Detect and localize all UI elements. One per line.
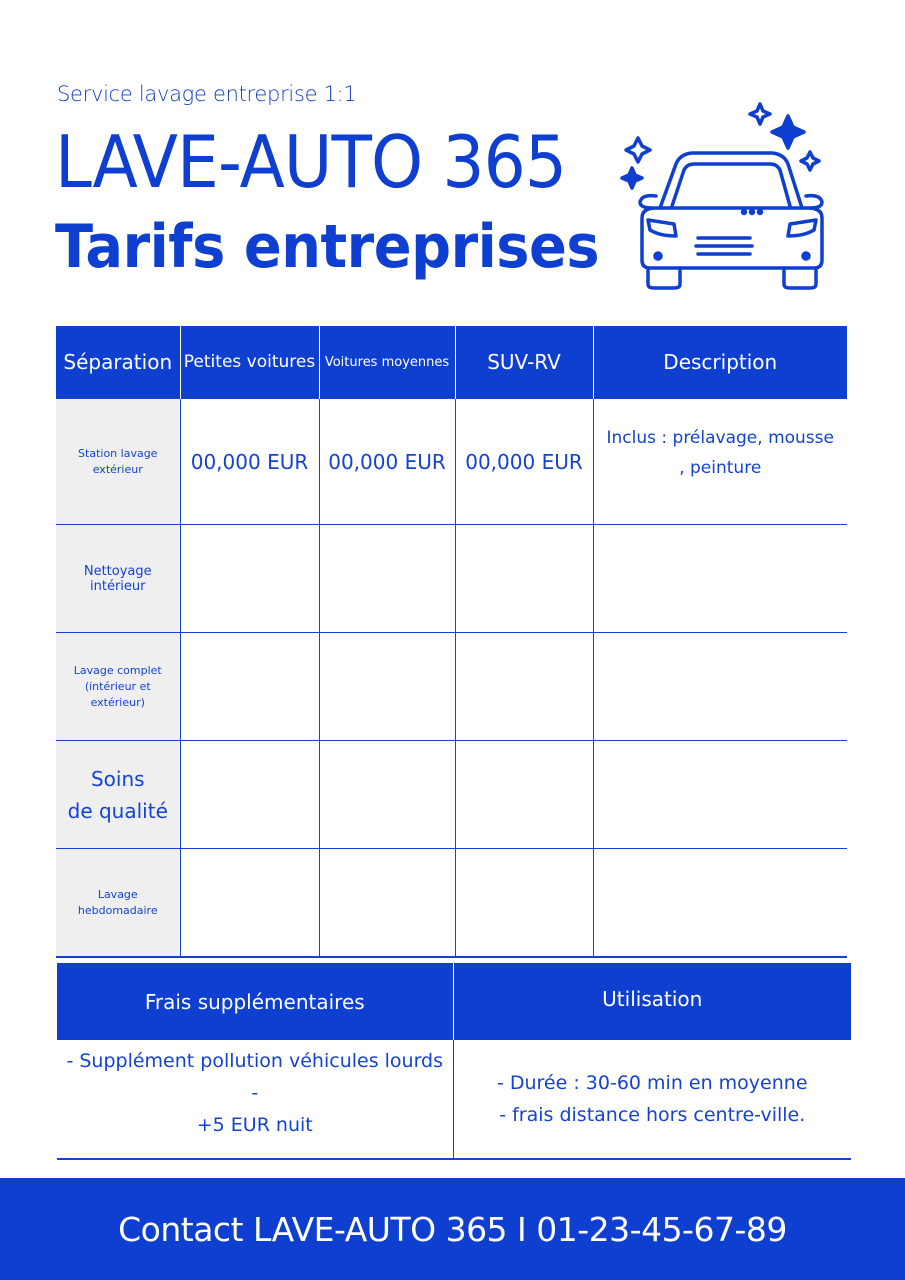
- price-suv: [455, 525, 593, 633]
- table-row: [56, 633, 847, 741]
- usage-line: - frais distance hors centre-ville.: [499, 1104, 806, 1126]
- price-medium: [319, 849, 455, 958]
- usage-line: - Durée : 30-60 min en moyenne: [496, 1072, 808, 1094]
- page-headline: Tarifs entreprises: [55, 212, 600, 282]
- price-medium: 00,000 EUR: [319, 399, 455, 525]
- column-header-usage: Utilisation: [453, 963, 851, 1040]
- extras-table: [57, 963, 851, 1160]
- column-header-description: Description: [593, 326, 847, 399]
- row-label: Lavage hebdomadaire: [56, 849, 180, 958]
- price-medium: [319, 741, 455, 849]
- row-label-line: Lavage complet: [73, 663, 162, 677]
- contact-text: Contact LAVE-AUTO 365 I 01-23-45-67-89: [118, 1209, 787, 1249]
- table-row: [56, 399, 847, 525]
- column-header-medium-cars: Voitures moyennes: [319, 326, 455, 399]
- extra-fee-line: - Supplément pollution véhicules lourds -: [66, 1050, 444, 1104]
- price-suv: [455, 849, 593, 958]
- extra-fee-line: +5 EUR nuit: [196, 1114, 313, 1136]
- service-subtitle: Service lavage entreprise 1:1: [57, 82, 357, 106]
- pricing-header-row: [56, 326, 847, 399]
- row-label: Nettoyage intérieur: [56, 525, 180, 633]
- row-label: Station lavage extérieur: [56, 399, 180, 525]
- row-label: [56, 741, 180, 849]
- price-suv: [455, 633, 593, 741]
- row-description: [593, 525, 847, 633]
- price-small: [180, 741, 319, 849]
- table-row: [56, 849, 847, 958]
- price-suv: 00,000 EUR: [455, 399, 593, 525]
- price-small: [180, 633, 319, 741]
- price-small: [180, 525, 319, 633]
- column-header-extra-fees: Frais supplémentaires: [57, 963, 453, 1040]
- table-row: [56, 741, 847, 849]
- row-label-line: Soins: [90, 766, 145, 791]
- price-small: 00,000 EUR: [180, 399, 319, 525]
- brand-title: LAVE-AUTO 365: [55, 120, 567, 204]
- column-header-separation: Séparation: [56, 326, 180, 399]
- price-small: [180, 849, 319, 958]
- description-line: Inclus : prélavage, mousse: [606, 427, 834, 448]
- row-description: [593, 633, 847, 741]
- table-row: [56, 525, 847, 633]
- row-description: [593, 399, 847, 525]
- column-header-small-cars: Petites voitures: [180, 326, 319, 399]
- column-header-suv: SUV-RV: [455, 326, 593, 399]
- row-label: [56, 633, 180, 741]
- row-description: [593, 741, 847, 849]
- pricing-table: [56, 326, 847, 958]
- description-line: , peinture: [679, 457, 762, 478]
- usage-cell: [453, 1040, 851, 1159]
- price-suv: [455, 741, 593, 849]
- row-description: [593, 849, 847, 958]
- extra-fees-cell: [57, 1040, 453, 1159]
- table-row: [57, 1040, 851, 1159]
- price-medium: [319, 633, 455, 741]
- row-label-line: (intérieur et extérieur): [84, 679, 151, 709]
- extras-header-row: [57, 963, 851, 1040]
- price-medium: [319, 525, 455, 633]
- shiny-car-icon: [612, 98, 832, 298]
- contact-footer: [0, 1178, 905, 1280]
- row-label-line: de qualité: [67, 798, 168, 823]
